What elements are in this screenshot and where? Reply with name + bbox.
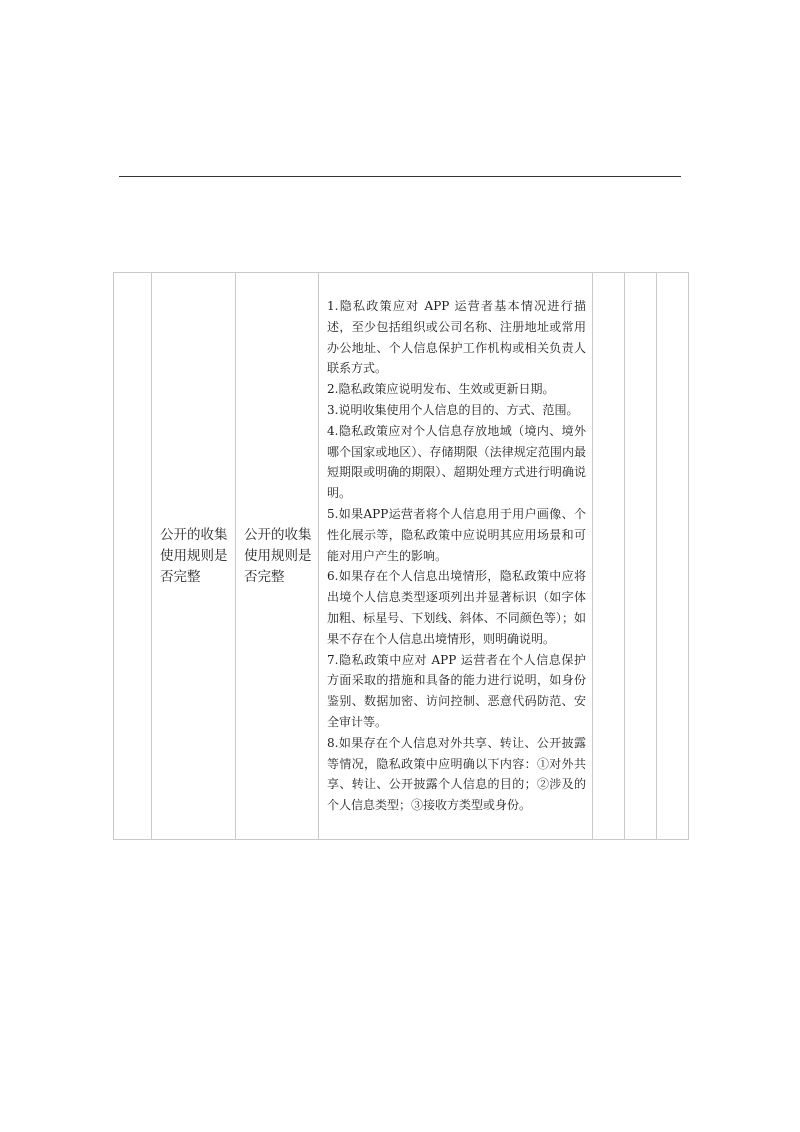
item-cell: 公开的收集使用规则是否完整 xyxy=(236,273,319,840)
requirement-item: 5.如果APP运营者将个人信息用于用户画像、个性化展示等，隐私政策中应说明其应用场景和可能对用户产生的影响。 xyxy=(327,507,586,563)
result-cell xyxy=(593,273,625,840)
assessment-table xyxy=(113,272,689,840)
requirement-item: 8.如果存在个人信息对外共享、转让、公开披露等情况，隐私政策中应明确以下内容：①对外共享、转让、公开披露个人信息的目的；②涉及的个人信息类型；③接收方类型或身份。 xyxy=(327,735,586,813)
remark-cell xyxy=(657,273,689,840)
requirement-item: 3.说明收集使用个人信息的目的、方式、范围。 xyxy=(327,403,579,418)
requirement-item: 1.隐私政策应对 APP 运营者基本情况进行描述，至少包括组织或公司名称、注册地址或常用办公地址、个人信息保护工作机构或相关负责人联系方式。 xyxy=(327,299,586,376)
requirement-item: 4.隐私政策应对个人信息存放地域（境内、境外哪个国家或地区）、存储期限（法律规定范围内最短期限或明确的期限）、超期处理方式进行明确说明。 xyxy=(327,423,586,501)
header-rule xyxy=(119,176,681,177)
evidence-cell xyxy=(625,273,657,840)
requirement-item: 7.隐私政策中应对 APP 运营者在个人信息保护方面采取的措施和具备的能力进行说明，如身份鉴别、数据加密、访问控制、恶意代码防范、安全审计等。 xyxy=(327,652,586,729)
category-cell: 公开的收集使用规则是否完整 xyxy=(152,273,236,840)
requirement-item: 2.隐私政策应说明发布、生效或更新日期。 xyxy=(327,382,555,397)
requirement-item: 6.如果存在个人信息出境情形，隐私政策中应将出境个人信息类型逐项列出并显著标识（如字体加粗、标星号、下划线、斜体、不同颜色等）；如果不存在个人信息出境情形，则明确说明。 xyxy=(327,569,586,646)
requirements-cell xyxy=(319,273,593,840)
table-row xyxy=(114,273,689,840)
index-cell xyxy=(114,273,152,840)
